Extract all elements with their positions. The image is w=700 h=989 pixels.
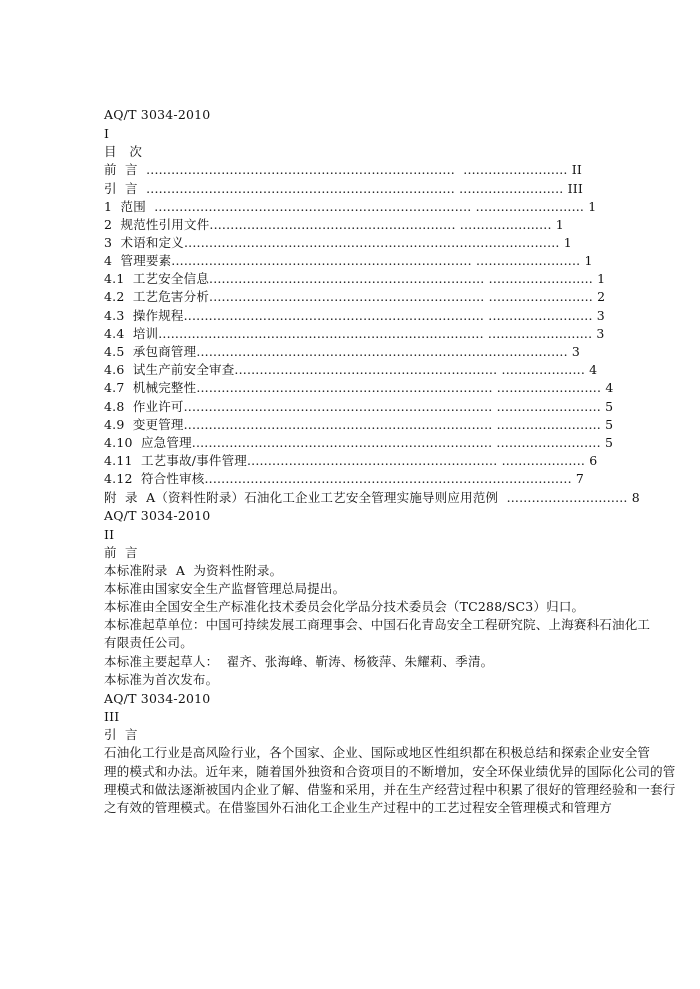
toc-entry-4-7[interactable]: 4.7 机械完整性....................................................................... ......................... 4	[104, 380, 614, 395]
toc-entry-terms[interactable]: 3 术语和定义.......................................................................................... 1	[104, 235, 572, 250]
foreword-line: 本标准由全国安全生产标准化技术委员会化学品分技术委员会（TC288/SC3）归口。	[104, 599, 585, 614]
toc-entry-4-2[interactable]: 4.2 工艺危害分析.................................................................. ......................... 2	[104, 289, 606, 304]
toc-entry-4-1[interactable]: 4.1 工艺安全信息.................................................................. ......................... 1	[104, 271, 606, 286]
foreword-line: 本标准起草单位：中国可持续发展工商理事会、中国石化青岛安全工程研究院、上海赛科石油化工	[104, 617, 651, 632]
toc-entry-4-4[interactable]: 4.4 培训.............................................................................. ......................... 3	[104, 326, 605, 341]
introduction-line: 理模式和做法逐渐被国内企业了解、借鉴和采用，并在生产经营过程中积累了很好的管理经验和一套行	[104, 782, 676, 797]
section-title-foreword: 前 言	[104, 545, 138, 560]
page-number: III	[104, 709, 120, 724]
toc-entry-4-6[interactable]: 4.6 试生产前安全审查............................................................... .................... 4	[104, 362, 598, 377]
foreword-line: 有限责任公司。	[104, 635, 193, 650]
page-number: I	[104, 126, 110, 141]
standard-id: AQ/T 3034-2010	[104, 508, 211, 523]
toc-entry-foreword[interactable]: 前 言 .......................................................................... ......................... II	[104, 162, 583, 177]
introduction-line: 石油化工行业是高风险行业，各个国家、企业、国际或地区性组织都在积极总结和探索企业安全管	[104, 745, 651, 760]
page-number: II	[104, 527, 115, 542]
foreword-line: 本标准主要起草人： 翟齐、张海峰、靳涛、杨筱萍、朱耀莉、季清。	[104, 654, 494, 669]
toc-entry-appendix-a[interactable]: 附 录 A（资料性附录）石油化工企业工艺安全管理实施导则应用范例 ............................. 8	[104, 490, 640, 505]
foreword-line: 本标准附录 A 为资料性附录。	[104, 563, 283, 578]
toc-entry-introduction[interactable]: 引 言 .......................................................................... ......................... III	[104, 181, 584, 196]
toc-title: 目 次	[104, 144, 143, 159]
foreword-line: 本标准为首次发布。	[104, 672, 219, 687]
toc-entry-4-11[interactable]: 4.11 工艺事故/事件管理............................................................ .................... 6	[104, 453, 598, 468]
toc-entry-4-3[interactable]: 4.3 操作规程........................................................................ ......................... 3	[104, 308, 605, 323]
toc-entry-scope[interactable]: 1 范围 ............................................................................ .......................... 1	[104, 199, 597, 214]
toc-entry-normative-references[interactable]: 2 规范性引用文件........................................................... ...................... 1	[104, 217, 564, 232]
introduction-line: 之有效的管理模式。在借鉴国外石油化工企业生产过程中的工艺过程安全管理模式和管理方	[104, 800, 613, 815]
toc-entry-4-12[interactable]: 4.12 符合性审核........................................................................................ 7	[104, 471, 585, 486]
introduction-line: 理的模式和办法。近年来，随着国外独资和合资项目的不断增加，安全环保业绩优异的国际化公司的管	[104, 764, 676, 779]
toc-entry-4-8[interactable]: 4.8 作业许可.......................................................................... ......................... 5	[104, 399, 614, 414]
standard-id: AQ/T 3034-2010	[104, 691, 211, 706]
toc-entry-4-5[interactable]: 4.5 承包商管理......................................................................................... 3	[104, 344, 581, 359]
toc-entry-management-elements[interactable]: 4 管理要素........................................................................ ......................... 1	[104, 253, 593, 268]
section-title-introduction: 引 言	[104, 727, 138, 742]
toc-entry-4-9[interactable]: 4.9 变更管理.......................................................................... ......................... 5	[104, 417, 614, 432]
standard-id: AQ/T 3034-2010	[104, 107, 211, 122]
toc-entry-4-10[interactable]: 4.10 应急管理........................................................................ ......................... 5	[104, 435, 614, 450]
foreword-line: 本标准由国家安全生产监督管理总局提出。	[104, 581, 346, 596]
